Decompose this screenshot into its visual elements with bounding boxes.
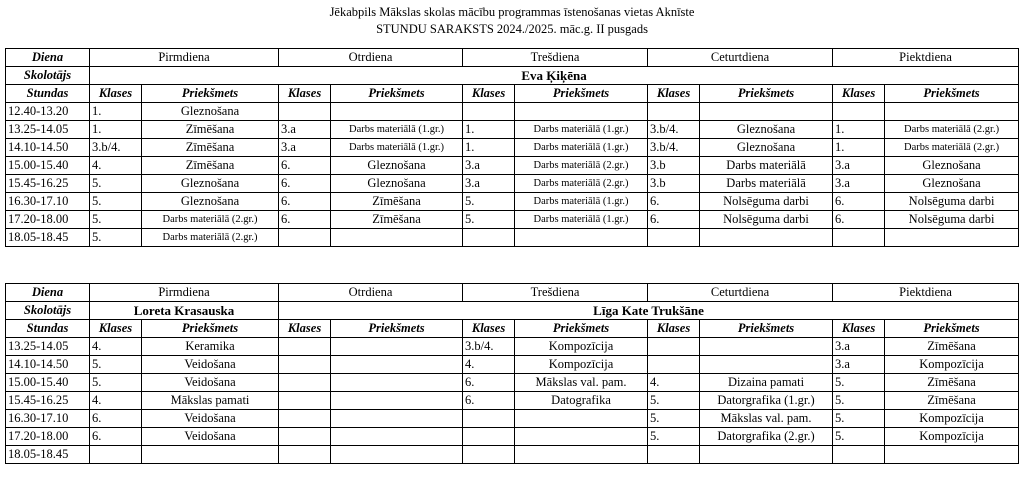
table-row: [6, 446, 1019, 464]
class-cell: [648, 103, 700, 121]
time-slot: 14.10-14.50: [6, 139, 90, 157]
subject-cell: Darbs materiālā (2.gr.): [885, 139, 1019, 157]
class-cell: 3.b/4.: [648, 139, 700, 157]
prieksmets-header: Priekšmets: [331, 320, 463, 338]
subject-cell: [331, 374, 463, 392]
subject-cell: Zīmēšana: [885, 338, 1019, 356]
class-cell: [279, 338, 331, 356]
class-cell: [463, 446, 515, 464]
day-ceturtdiena: Ceturtdiena: [648, 284, 833, 302]
class-cell: 3.a: [833, 356, 885, 374]
prieksmets-header: Priekšmets: [331, 85, 463, 103]
class-cell: 3.b/4.: [463, 338, 515, 356]
subject-cell: Darbs materiālā: [700, 157, 833, 175]
class-cell: [279, 410, 331, 428]
subject-cell: Datografika: [515, 392, 648, 410]
class-cell: [279, 428, 331, 446]
klases-header: Klases: [279, 85, 331, 103]
klases-header: Klases: [648, 320, 700, 338]
schedule-body-1: [6, 103, 1019, 247]
subject-cell: Zīmēšana: [885, 374, 1019, 392]
class-cell: 3.a: [833, 175, 885, 193]
class-cell: 6.: [279, 193, 331, 211]
class-cell: 3.a: [463, 175, 515, 193]
class-cell: 6.: [648, 193, 700, 211]
subject-cell: Gleznošana: [331, 157, 463, 175]
time-slot: 18.05-18.45: [6, 446, 90, 464]
class-cell: 5.: [648, 392, 700, 410]
class-cell: [833, 103, 885, 121]
subject-cell: Darbs materiālā (1.gr.): [515, 211, 648, 229]
class-cell: 5.: [90, 211, 142, 229]
class-cell: [90, 446, 142, 464]
class-cell: 4.: [90, 392, 142, 410]
klases-header: Klases: [90, 85, 142, 103]
subject-cell: [700, 446, 833, 464]
class-cell: 3.b/4.: [648, 121, 700, 139]
class-cell: 3.a: [279, 139, 331, 157]
class-cell: 1.: [90, 121, 142, 139]
subject-cell: Darbs materiālā (1.gr.): [331, 121, 463, 139]
subject-cell: [700, 338, 833, 356]
subject-cell: [331, 428, 463, 446]
time-slot: 15.00-15.40: [6, 374, 90, 392]
time-slot: 13.25-14.05: [6, 338, 90, 356]
subject-cell: Darbs materiālā (1.gr.): [515, 121, 648, 139]
subject-cell: [331, 410, 463, 428]
class-cell: 5.: [90, 356, 142, 374]
subject-cell: [331, 392, 463, 410]
subject-cell: Darbs materiālā (2.gr.): [515, 157, 648, 175]
class-cell: 6.: [648, 211, 700, 229]
class-cell: 5.: [833, 410, 885, 428]
teacher-name-left: Loreta Krasauska: [90, 302, 279, 320]
table-row: [6, 428, 1019, 446]
skolotajs-label: Skolotājs: [6, 67, 90, 85]
subject-cell: Zīmēšana: [331, 193, 463, 211]
klases-header: Klases: [279, 320, 331, 338]
teacher-row: [6, 302, 1019, 320]
subject-cell: Gleznošana: [885, 157, 1019, 175]
class-cell: [463, 410, 515, 428]
klases-header: Klases: [833, 85, 885, 103]
time-slot: 14.10-14.50: [6, 356, 90, 374]
class-cell: 3.a: [833, 338, 885, 356]
class-cell: 6.: [279, 157, 331, 175]
subject-cell: Veidošana: [142, 410, 279, 428]
class-cell: [279, 446, 331, 464]
class-cell: [279, 103, 331, 121]
subject-cell: [885, 229, 1019, 247]
subject-cell: Darbs materiālā (2.gr.): [885, 121, 1019, 139]
time-slot: 15.00-15.40: [6, 157, 90, 175]
subject-cell: Zīmēšana: [142, 139, 279, 157]
class-cell: 5.: [463, 211, 515, 229]
class-cell: 5.: [90, 229, 142, 247]
table-row: [6, 157, 1019, 175]
subject-cell: Gleznošana: [885, 175, 1019, 193]
subject-cell: Veidošana: [142, 374, 279, 392]
day-piektdiena: Piektdiena: [833, 49, 1019, 67]
subject-cell: Gleznošana: [142, 175, 279, 193]
prieksmets-header: Priekšmets: [515, 85, 648, 103]
subject-cell: [885, 103, 1019, 121]
day-tresdiena: Trešdiena: [463, 49, 648, 67]
class-cell: 5.: [833, 392, 885, 410]
stundas-label: Stundas: [6, 320, 90, 338]
class-cell: 5.: [90, 374, 142, 392]
subject-cell: Keramika: [142, 338, 279, 356]
table-row: [6, 410, 1019, 428]
class-cell: [648, 446, 700, 464]
subject-cell: Darbs materiālā (1.gr.): [515, 139, 648, 157]
table-row: [6, 338, 1019, 356]
class-cell: 1.: [833, 139, 885, 157]
time-slot: 18.05-18.45: [6, 229, 90, 247]
subject-cell: Mākslas pamati: [142, 392, 279, 410]
class-cell: 6.: [833, 193, 885, 211]
subject-cell: Datorgrafika (2.gr.): [700, 428, 833, 446]
class-cell: [463, 428, 515, 446]
subject-cell: [331, 356, 463, 374]
subject-cell: Kompozīcija: [515, 338, 648, 356]
subject-cell: Darbs materiālā (1.gr.): [515, 193, 648, 211]
subject-cell: [515, 410, 648, 428]
subject-cell: Darbs materiālā: [700, 175, 833, 193]
class-cell: 3.b: [648, 175, 700, 193]
subject-cell: [700, 356, 833, 374]
class-cell: [279, 229, 331, 247]
subject-cell: Gleznošana: [700, 121, 833, 139]
prieksmets-header: Priekšmets: [700, 320, 833, 338]
subject-cell: Veidošana: [142, 356, 279, 374]
time-slot: 16.30-17.10: [6, 410, 90, 428]
subject-cell: [515, 103, 648, 121]
class-cell: 1.: [463, 139, 515, 157]
day-piektdiena: Piektdiena: [833, 284, 1019, 302]
class-cell: 3.a: [833, 157, 885, 175]
prieksmets-header: Priekšmets: [515, 320, 648, 338]
class-cell: [463, 103, 515, 121]
subject-cell: Zīmēšana: [142, 157, 279, 175]
class-cell: [833, 446, 885, 464]
prieksmets-header: Priekšmets: [885, 320, 1019, 338]
class-cell: 1.: [90, 103, 142, 121]
subject-cell: Kompozīcija: [885, 356, 1019, 374]
subject-cell: Nolsēguma darbi: [885, 193, 1019, 211]
school-title: Jēkabpils Mākslas skolas mācību programmas īstenošanas vietas Aknīste: [329, 5, 695, 19]
subject-cell: [331, 103, 463, 121]
table-row: [6, 103, 1019, 121]
class-cell: 5.: [833, 374, 885, 392]
time-slot: 15.45-16.25: [6, 392, 90, 410]
table-row: [6, 229, 1019, 247]
table-row: [6, 121, 1019, 139]
klases-header: Klases: [833, 320, 885, 338]
subject-cell: Dizaina pamati: [700, 374, 833, 392]
subject-cell: Gleznošana: [142, 193, 279, 211]
prieksmets-header: Priekšmets: [142, 320, 279, 338]
klases-header: Klases: [463, 320, 515, 338]
class-cell: 5.: [648, 428, 700, 446]
class-cell: [279, 392, 331, 410]
class-cell: 3.b/4.: [90, 139, 142, 157]
class-cell: 6.: [90, 410, 142, 428]
subject-cell: Nolsēguma darbi: [700, 193, 833, 211]
skolotajs-label: Skolotājs: [6, 302, 90, 320]
class-cell: 3.a: [463, 157, 515, 175]
column-header-row: [6, 85, 1019, 103]
schedule-title: STUNDU SARAKSTS 2024./2025. māc.g. II pusgads: [376, 22, 648, 36]
class-cell: 5.: [648, 410, 700, 428]
subject-cell: [885, 446, 1019, 464]
subject-cell: Darbs materiālā (2.gr.): [515, 175, 648, 193]
day-header-row: [6, 49, 1019, 67]
time-slot: 16.30-17.10: [6, 193, 90, 211]
subject-cell: Gleznošana: [142, 103, 279, 121]
class-cell: [833, 229, 885, 247]
time-slot: 15.45-16.25: [6, 175, 90, 193]
class-cell: 4.: [648, 374, 700, 392]
klases-header: Klases: [90, 320, 142, 338]
time-slot: 13.25-14.05: [6, 121, 90, 139]
class-cell: 6.: [279, 211, 331, 229]
subject-cell: [515, 446, 648, 464]
day-ceturtdiena: Ceturtdiena: [648, 49, 833, 67]
class-cell: [648, 338, 700, 356]
day-otrdiena: Otrdiena: [279, 284, 463, 302]
subject-cell: Kompozīcija: [885, 410, 1019, 428]
subject-cell: Zīmēšana: [885, 392, 1019, 410]
table-row: [6, 356, 1019, 374]
prieksmets-header: Priekšmets: [700, 85, 833, 103]
subject-cell: Zīmēšana: [331, 211, 463, 229]
class-cell: 5.: [90, 175, 142, 193]
subject-cell: Veidošana: [142, 428, 279, 446]
schedule-body-2: [6, 338, 1019, 464]
subject-cell: [515, 229, 648, 247]
day-tresdiena: Trešdiena: [463, 284, 648, 302]
class-cell: 1.: [833, 121, 885, 139]
diena-label: Diena: [6, 284, 90, 302]
subject-cell: Zīmēšana: [142, 121, 279, 139]
subject-cell: Mākslas val. pam.: [515, 374, 648, 392]
subject-cell: [331, 446, 463, 464]
subject-cell: Gleznošana: [331, 175, 463, 193]
table-row: [6, 139, 1019, 157]
subject-cell: Nolsēguma darbi: [885, 211, 1019, 229]
subject-cell: Datorgrafika (1.gr.): [700, 392, 833, 410]
class-cell: 6.: [833, 211, 885, 229]
class-cell: 5.: [463, 193, 515, 211]
subject-cell: Mākslas val. pam.: [700, 410, 833, 428]
subject-cell: Darbs materiālā (2.gr.): [142, 211, 279, 229]
day-otrdiena: Otrdiena: [279, 49, 463, 67]
table-row: [6, 193, 1019, 211]
subject-cell: Darbs materiālā (1.gr.): [331, 139, 463, 157]
column-header-row: [6, 320, 1019, 338]
subject-cell: [700, 229, 833, 247]
table-row: [6, 175, 1019, 193]
subject-cell: [331, 229, 463, 247]
class-cell: [463, 229, 515, 247]
day-pirmdiena: Pirmdiena: [90, 284, 279, 302]
subject-cell: Kompozīcija: [885, 428, 1019, 446]
class-cell: 6.: [279, 175, 331, 193]
schedule-table-2: [5, 283, 1019, 464]
schedule-table-1: [5, 48, 1019, 247]
class-cell: 1.: [463, 121, 515, 139]
class-cell: [279, 356, 331, 374]
time-slot: 17.20-18.00: [6, 211, 90, 229]
class-cell: 3.a: [279, 121, 331, 139]
teacher-name-right: Līga Kate Trukšāne: [279, 302, 1019, 320]
diena-label: Diena: [6, 49, 90, 67]
time-slot: 17.20-18.00: [6, 428, 90, 446]
class-cell: 5.: [90, 193, 142, 211]
subject-cell: [700, 103, 833, 121]
day-header-row: [6, 284, 1019, 302]
class-cell: [648, 356, 700, 374]
prieksmets-header: Priekšmets: [885, 85, 1019, 103]
day-pirmdiena: Pirmdiena: [90, 49, 279, 67]
subject-cell: Nolsēguma darbi: [700, 211, 833, 229]
table-row: [6, 392, 1019, 410]
klases-header: Klases: [648, 85, 700, 103]
klases-header: Klases: [463, 85, 515, 103]
table-row: [6, 374, 1019, 392]
teacher-name: Eva Ķiķēna: [90, 67, 1019, 85]
subject-cell: [331, 338, 463, 356]
subject-cell: [515, 428, 648, 446]
class-cell: 4.: [90, 157, 142, 175]
class-cell: 5.: [833, 428, 885, 446]
class-cell: 4.: [90, 338, 142, 356]
document-header: [0, 4, 1024, 38]
class-cell: 6.: [90, 428, 142, 446]
subject-cell: Kompozīcija: [515, 356, 648, 374]
class-cell: 3.b: [648, 157, 700, 175]
subject-cell: Darbs materiālā (2.gr.): [142, 229, 279, 247]
subject-cell: Gleznošana: [700, 139, 833, 157]
class-cell: [648, 229, 700, 247]
teacher-row: [6, 67, 1019, 85]
time-slot: 12.40-13.20: [6, 103, 90, 121]
table-row: [6, 211, 1019, 229]
class-cell: 4.: [463, 356, 515, 374]
class-cell: [279, 374, 331, 392]
subject-cell: [142, 446, 279, 464]
prieksmets-header: Priekšmets: [142, 85, 279, 103]
class-cell: 6.: [463, 392, 515, 410]
stundas-label: Stundas: [6, 85, 90, 103]
class-cell: 6.: [463, 374, 515, 392]
